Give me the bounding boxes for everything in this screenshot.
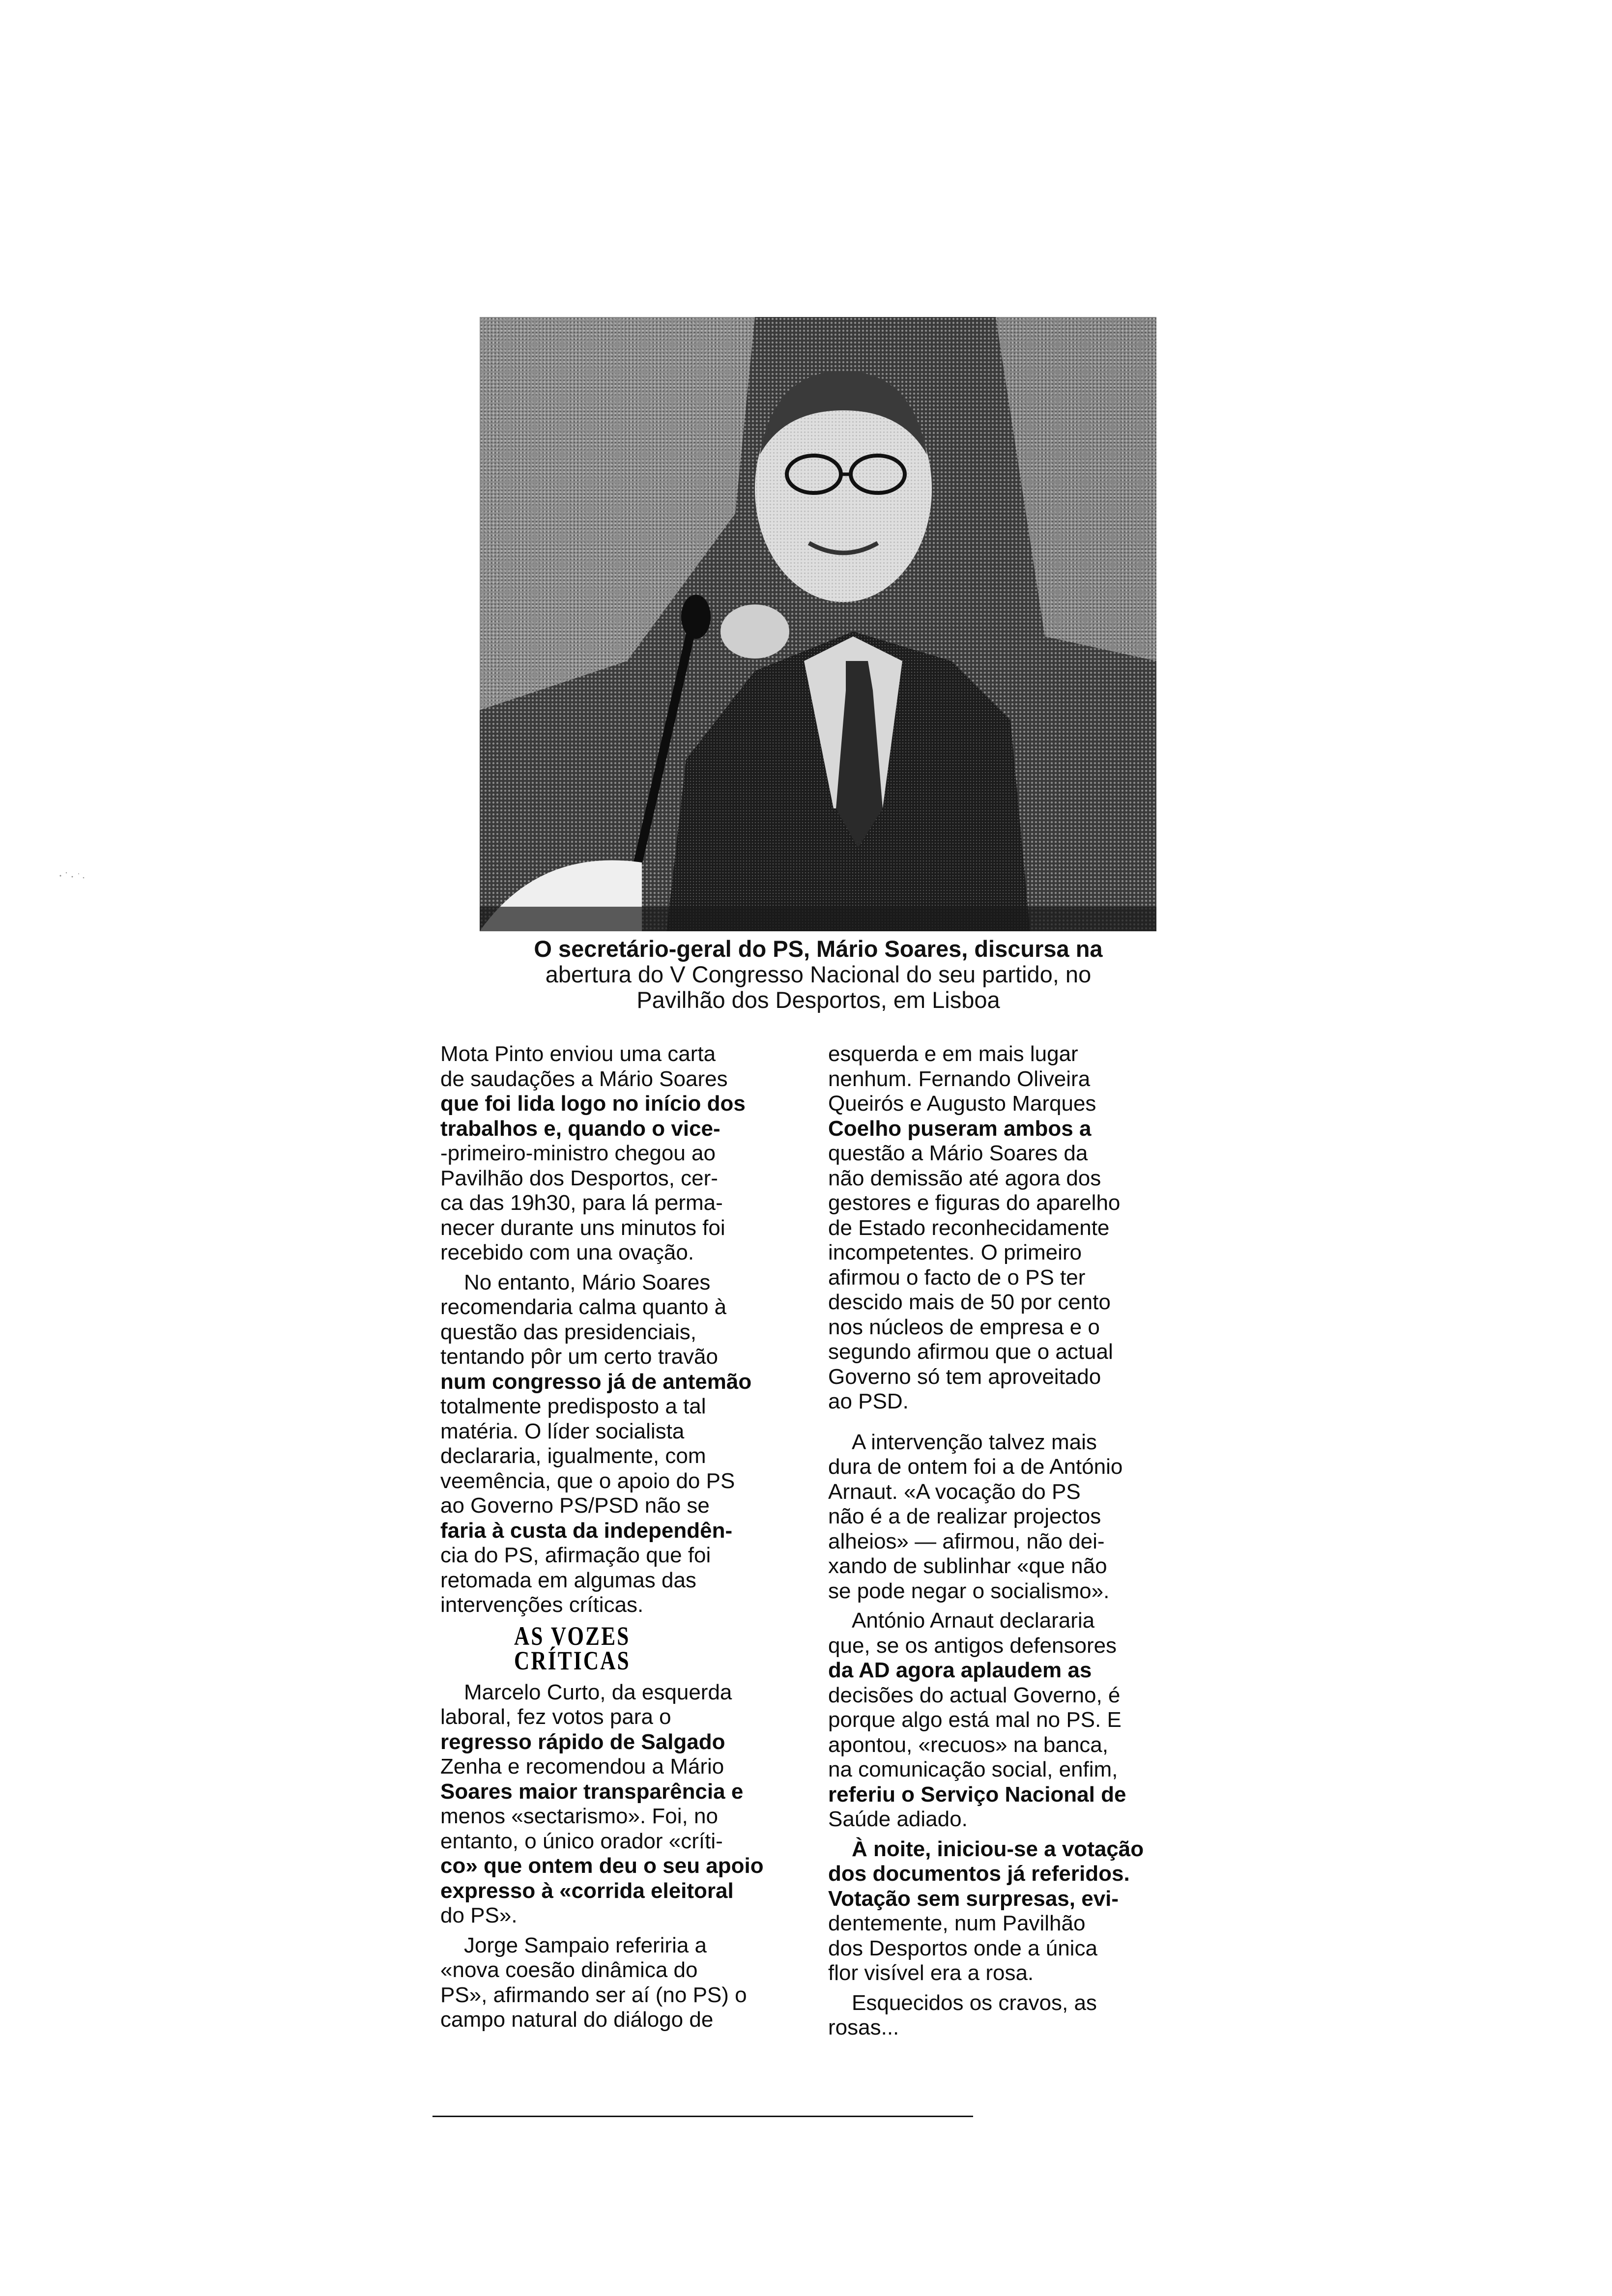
text-line: Queirós e Augusto Marques <box>828 1091 1096 1116</box>
text-line: nos núcleos de empresa e o <box>828 1315 1100 1339</box>
text-line: Votação sem surpresas, evi- <box>828 1886 1119 1911</box>
speaker-photo-icon <box>480 317 1156 931</box>
right-paragraph-1 <box>828 1042 1162 1414</box>
left-paragraph-3 <box>440 1680 799 1928</box>
text-line: declararia, igualmente, com <box>440 1444 706 1468</box>
text-line: incompetentes. O primeiro <box>828 1240 1082 1264</box>
text-line: Pavilhão dos Desportos, cer- <box>440 1166 718 1190</box>
text-line: PS», afirmando ser aí (no PS) o <box>440 1982 747 2007</box>
text-line: intervenções críticas. <box>440 1593 644 1617</box>
left-paragraph-4 <box>440 1933 799 2033</box>
article-left-column <box>440 1042 799 2038</box>
section-subheading: AS VOZES CRÍTICAS <box>514 1621 631 1675</box>
text-line: se pode negar o socialismo». <box>828 1578 1110 1603</box>
bottom-rule <box>432 2116 973 2117</box>
text-line: de Estado reconhecidamente <box>828 1215 1110 1240</box>
text-line: questão das presidenciais, <box>440 1320 696 1344</box>
text-line: dos documentos já referidos. <box>828 1862 1130 1886</box>
text-line: apontou, «recuos» na banca, <box>828 1732 1109 1757</box>
text-line: porque algo está mal no PS. E <box>828 1708 1122 1732</box>
text-line: que, se os antigos defensores <box>828 1633 1117 1658</box>
text-line: alheios» — afirmou, não dei- <box>828 1529 1105 1553</box>
text-line: Governo só tem aproveitado <box>828 1364 1101 1389</box>
text-line: No entanto, Mário Soares <box>464 1270 711 1294</box>
article-right-column <box>828 1042 1162 2045</box>
text-line: Esquecidos os cravos, as <box>852 1990 1097 2015</box>
text-line: do PS». <box>440 1903 518 1927</box>
text-line: António Arnaut declararia <box>852 1608 1095 1633</box>
speaker-photo <box>480 317 1156 931</box>
text-line: Arnaut. «A vocação do PS <box>828 1479 1081 1504</box>
text-line: da AD agora aplaudem as <box>828 1658 1092 1682</box>
left-paragraph-1 <box>440 1042 799 1265</box>
text-line: necer durante uns minutos foi <box>440 1215 725 1240</box>
text-line: xando de sublinhar «que não <box>828 1554 1107 1578</box>
text-line: dura de ontem foi a de António <box>828 1455 1123 1479</box>
text-line: totalmente predisposto a tal <box>440 1394 706 1418</box>
text-line: gestores e figuras do aparelho <box>828 1191 1121 1215</box>
text-line: Soares maior transparência e <box>440 1779 744 1804</box>
text-line: veemência, que o apoio do PS <box>440 1468 735 1493</box>
text-line: decisões do actual Governo, é <box>828 1683 1121 1707</box>
text-line: Marcelo Curto, da esquerda <box>464 1680 732 1704</box>
text-line: dos Desportos onde a única <box>828 1936 1097 1960</box>
text-line: retomada em algumas das <box>440 1568 696 1592</box>
text-line: que foi lida logo no início dos <box>440 1091 746 1116</box>
left-paragraph-2 <box>440 1270 799 1618</box>
text-line: A intervenção talvez mais <box>852 1430 1097 1454</box>
text-line: esquerda e em mais lugar <box>828 1042 1078 1066</box>
text-line: nenhum. Fernando Oliveira <box>828 1066 1091 1091</box>
text-line: tentando pôr um certo travão <box>440 1345 718 1369</box>
text-line: Jorge Sampaio referiria a <box>464 1933 707 1957</box>
text-line: trabalhos e, quando o vice- <box>440 1116 720 1141</box>
text-line: À noite, iniciou-se a votação <box>852 1837 1144 1861</box>
text-line: faria à custa da independên- <box>440 1518 733 1543</box>
text-line: entanto, o único orador «críti- <box>440 1829 723 1853</box>
text-line: não demissão até agora dos <box>828 1166 1101 1190</box>
text-line: menos «sectarismo». Foi, no <box>440 1804 718 1828</box>
text-line: «nova coesão dinâmica do <box>440 1958 698 1982</box>
text-line: regresso rápido de Salgado <box>440 1729 725 1754</box>
text-line: referiu o Serviço Nacional de <box>828 1782 1126 1807</box>
text-line: recebido com una ovação. <box>440 1240 694 1264</box>
right-paragraph-3 <box>828 1608 1162 1832</box>
text-line: na comunicação social, enfim, <box>828 1757 1118 1781</box>
right-paragraph-4 <box>828 1837 1162 1986</box>
text-line: campo natural do diálogo de <box>440 2008 714 2032</box>
paper-speck-icon <box>57 865 86 885</box>
text-line: ao PSD. <box>828 1389 909 1413</box>
photo-caption <box>462 936 1175 1013</box>
text-line: ca das 19h30, para lá perma- <box>440 1191 723 1215</box>
right-paragraph-5 <box>828 1991 1162 2040</box>
text-line: não é a de realizar projectos <box>828 1504 1101 1528</box>
text-line: questão a Mário Soares da <box>828 1141 1088 1165</box>
text-line: Zenha e recomendou a Mário <box>440 1754 724 1779</box>
right-paragraph-2 <box>828 1430 1162 1604</box>
text-line: recomendaria calma quanto à <box>440 1295 727 1319</box>
text-line: segundo afirmou que o actual <box>828 1340 1113 1364</box>
text-line: dentemente, num Pavilhão <box>828 1911 1086 1935</box>
text-line: rosas... <box>828 2015 899 2039</box>
text-line: cia do PS, afirmação que foi <box>440 1543 711 1567</box>
text-line: afirmou o facto de o PS ter <box>828 1265 1086 1290</box>
text-line: matéria. O líder socialista <box>440 1419 685 1443</box>
caption-line-3: Pavilhão dos Desportos, em Lisboa <box>636 987 1000 1013</box>
caption-line-2: abertura do V Congresso Nacional do seu partido, no <box>545 961 1092 987</box>
text-line: flor visível era a rosa. <box>828 1961 1034 1985</box>
text-line: co» que ontem deu o seu apoio <box>440 1854 764 1878</box>
text-line: Coelho puseram ambos a <box>828 1116 1092 1141</box>
text-line: ao Governo PS/PSD não se <box>440 1493 710 1518</box>
text-line: Saúde adiado. <box>828 1807 968 1831</box>
text-line: Mota Pinto enviou uma carta <box>440 1042 716 1066</box>
text-line: descido mais de 50 por cento <box>828 1290 1111 1314</box>
text-line: num congresso já de antemão <box>440 1369 752 1394</box>
text-line: laboral, fez votos para o <box>440 1705 671 1729</box>
text-line: expresso à «corrida eleitoral <box>440 1878 734 1903</box>
text-line: de saudações a Mário Soares <box>440 1066 728 1091</box>
text-line: -primeiro-ministro chegou ao <box>440 1141 716 1165</box>
caption-line-1: O secretário-geral do PS, Mário Soares, discursa na <box>534 936 1103 962</box>
